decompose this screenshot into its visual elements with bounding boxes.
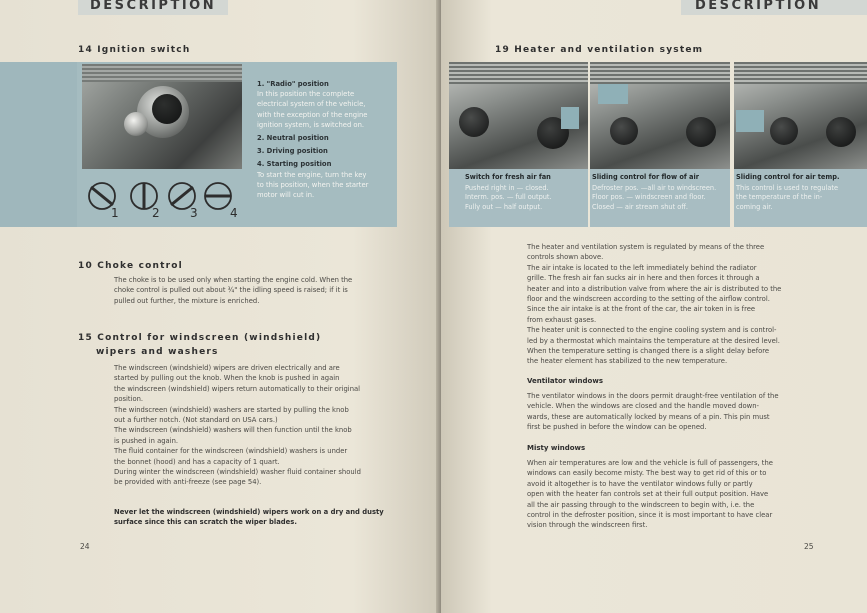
wipers-line-1: The windscreen (windshield) wipers are driven electrically and are xyxy=(114,364,340,372)
fan-switch-photo xyxy=(449,62,588,169)
wipers-line-9: The fluid container for the windscreen (windshield) washers is under xyxy=(114,447,348,456)
heater-line-11: When the temperature setting is changed there is a slight delay before xyxy=(527,347,770,356)
heater-text xyxy=(527,242,827,367)
heater-title: 19 Heater and ventilation system xyxy=(495,45,704,55)
ignition-title: 14 Ignition switch xyxy=(78,45,191,55)
wipers-warning xyxy=(114,507,404,528)
choke-line-2: choke control is pulled out about ¾" the idling speed is raised; if it is xyxy=(114,286,348,295)
choke-line-1: The choke is to be used only when starting the engine cold. When the xyxy=(114,276,353,284)
wipers-line-12: be provided with anti-freeze (see page 54). xyxy=(114,478,262,487)
choke-text xyxy=(114,275,399,306)
heater-line-10: led by a thermostat which maintains the temperature at the desired level. xyxy=(527,336,780,345)
page-header-left: DESCRIPTION xyxy=(90,0,217,13)
wipers-warning-line-1: Never let the windscreen (windshield) wipers work on a dry and dusty xyxy=(114,508,384,516)
misty-line-4: open with the heater fan controls set at their full output position. Have xyxy=(527,490,769,499)
key-position-1-number: 1 xyxy=(111,206,119,220)
wipers-line-5: The windscreen (windshield) washers are started by pulling the knob xyxy=(114,405,349,414)
heater-line-6: floor and the windscreen according to the setting of the airflow control. xyxy=(527,295,770,304)
air-flow-photo xyxy=(590,62,730,169)
temp-caption-text xyxy=(736,184,838,212)
page-number-right: 25 xyxy=(804,542,814,551)
ignition-positions xyxy=(257,79,389,200)
heater-line-2: controls shown above. xyxy=(527,253,604,262)
fan-caption-heading: Switch for fresh air fan xyxy=(465,173,551,181)
misty-line-6: control in the defroster position, since it is most important to have clear xyxy=(527,511,773,520)
position-2-heading: 2. Neutral position xyxy=(257,134,329,143)
misty-text xyxy=(527,458,827,531)
heater-line-4: grille. The fresh air fan sucks air in here and then forces it through a xyxy=(527,274,760,283)
flow-caption-line-2: Floor pos. — windscreen and floor. xyxy=(592,193,706,202)
fan-caption-line-2: Interm. pos. — full output. xyxy=(465,193,552,202)
misty-line-5: all the air passing through to the windscreen to begin with, i.e. the xyxy=(527,500,755,509)
position-3-heading: 3. Driving position xyxy=(257,147,328,156)
temp-caption-heading: Sliding control for air temp. xyxy=(736,173,840,181)
ventilator-title: Ventilator windows xyxy=(527,377,603,385)
position-1-line-2: electrical system of the vehicle, xyxy=(257,100,366,109)
flow-caption-heading: Sliding control for flow of air xyxy=(592,173,699,181)
blue-strip xyxy=(0,62,77,227)
fan-caption-text xyxy=(465,184,552,212)
wipers-line-3: the windscreen (windshield) wipers return automatically to their original xyxy=(114,384,361,393)
misty-line-2: windows can easily become misty. The best way to get rid of this or to xyxy=(527,469,767,478)
wipers-line-7: The windscreen (windshield) washers will then function until the knob xyxy=(114,426,352,435)
ventilator-line-3: wards, these are automatically locked by means of a pin. This pin must xyxy=(527,412,770,421)
position-4-line-1: To start the engine, turn the key xyxy=(257,170,367,179)
fan-caption-line-3: Fully out — half output. xyxy=(465,202,543,211)
flow-caption-line-3: Closed — air stream shut off. xyxy=(592,202,688,211)
heater-line-7: Since the air intake is at the front of the car, the air token in is free xyxy=(527,305,756,314)
ventilator-text xyxy=(527,391,827,433)
wipers-text xyxy=(114,363,404,488)
ventilator-line-4: first be pushed in before the window can be opened. xyxy=(527,423,707,432)
key-position-4-number: 4 xyxy=(230,206,238,220)
position-4-line-2: to this position, when the starter xyxy=(257,180,369,189)
wipers-line-11: During winter the windscreen (windshield) washer fluid container should xyxy=(114,468,361,477)
temp-caption-line-2: the temperature of the in- xyxy=(736,193,823,202)
position-1-line-3: with the exception of the engine xyxy=(257,110,368,119)
temp-caption-line-1: This control is used to regulate xyxy=(736,184,839,192)
key-position-2-number: 2 xyxy=(152,206,160,220)
ventilator-line-2: vehicle. When the windows are closed and the handle moved down- xyxy=(527,402,759,411)
wipers-title-line-1: 15 Control for windscreen (windshield) xyxy=(78,333,322,343)
wipers-line-8: is pushed in again. xyxy=(114,436,179,445)
flow-caption-text xyxy=(592,184,716,212)
wipers-line-6: out a further notch. (Not standard on USA cars.) xyxy=(114,416,278,425)
air-temp-photo xyxy=(734,62,867,169)
fan-caption-line-1: Pushed right in — closed. xyxy=(465,184,549,192)
heater-line-12: the heater element has stabilized to the new temperature. xyxy=(527,357,728,366)
misty-title: Misty windows xyxy=(527,444,586,452)
temp-caption-line-3: coming air. xyxy=(736,202,773,211)
choke-title: 10 Choke control xyxy=(78,261,183,271)
position-1-heading: 1. "Radio" position xyxy=(257,80,329,88)
wipers-line-4: position. xyxy=(114,395,144,404)
heater-line-1: The heater and ventilation system is regulated by means of the three xyxy=(527,243,765,251)
page-header-right: DESCRIPTION xyxy=(695,0,822,13)
page-number-left: 24 xyxy=(80,542,90,551)
heater-line-5: heater and into a distribution valve from where the air is distributed to the xyxy=(527,284,782,293)
key-position-3-number: 3 xyxy=(190,206,198,220)
misty-line-1: When air temperatures are low and the vehicle is full of passengers, the xyxy=(527,459,773,467)
misty-line-7: vision through the windscreen first. xyxy=(527,521,648,530)
choke-line-3: pulled out further, the mixture is enriched. xyxy=(114,296,260,305)
ignition-photo xyxy=(82,64,242,169)
heater-line-9: The heater unit is connected to the engine cooling system and is control- xyxy=(527,326,777,335)
position-1-line-4: ignition system, is switched on. xyxy=(257,120,365,129)
heater-line-8: from exhaust gases. xyxy=(527,315,597,324)
wipers-title-line-2: wipers and washers xyxy=(96,347,219,357)
wipers-warning-line-2: surface since this can scratch the wiper blades. xyxy=(114,518,297,527)
heater-line-3: The air intake is located to the left immediately behind the radiator xyxy=(527,263,757,272)
flow-caption-line-1: Defroster pos. —all air to windscreen. xyxy=(592,184,717,192)
misty-line-3: avoid it altogether is to have the ventilator windows fully or partly xyxy=(527,479,753,488)
position-4-line-3: motor will cut in. xyxy=(257,191,315,200)
position-1-line-1: In this position the complete xyxy=(257,90,355,99)
ventilator-line-1: The ventilator windows in the doors permit draught-free ventilation of the xyxy=(527,392,779,400)
wipers-line-10: the bonnet (hood) and has a capacity of 1 quart. xyxy=(114,457,280,466)
position-4-heading: 4. Starting position xyxy=(257,160,332,169)
wipers-line-2: started by pulling out the knob. When the knob is pushed in again xyxy=(114,374,340,383)
right-page xyxy=(441,0,867,613)
